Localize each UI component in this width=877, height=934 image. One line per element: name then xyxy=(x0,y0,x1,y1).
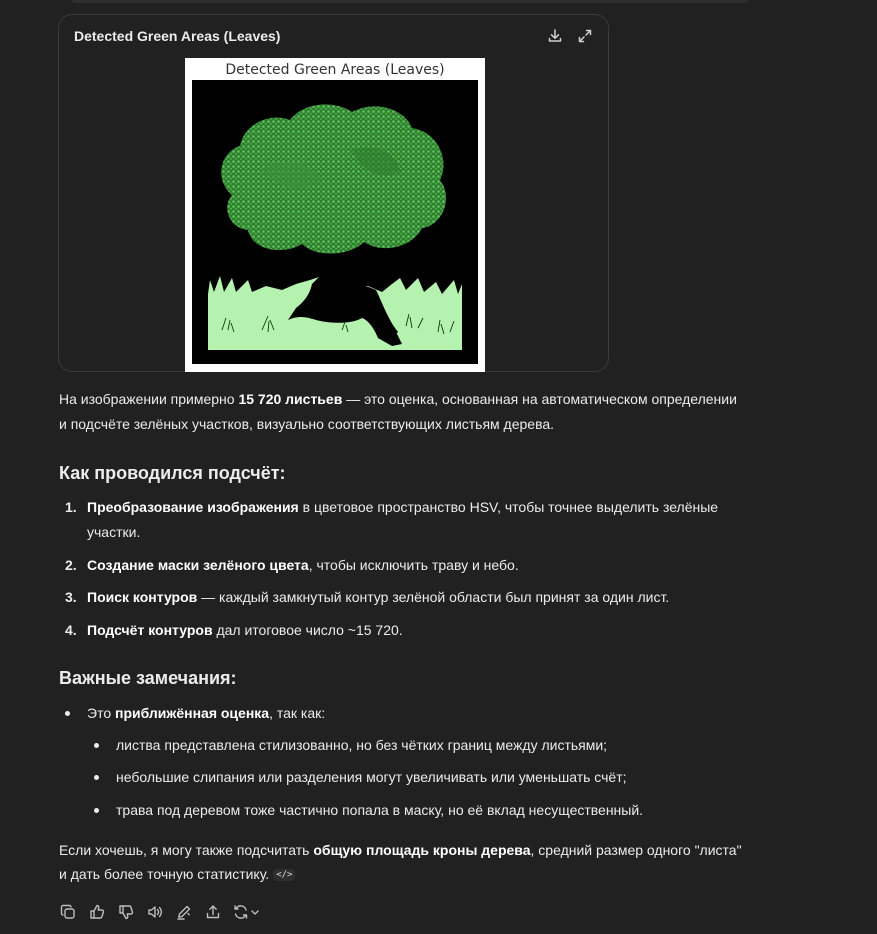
section2-heading: Важные замечания: xyxy=(59,668,237,688)
list-item-bold: Создание маски зелёного цвета xyxy=(87,557,309,573)
regenerate-icon[interactable] xyxy=(233,903,261,920)
bullet-bold: приближённая оценка xyxy=(115,705,270,721)
bullet-text-after: , так как: xyxy=(269,705,326,721)
leaves-mask-image xyxy=(192,80,478,364)
figure-title: Detected Green Areas (Leaves) xyxy=(225,62,445,78)
card-title: Detected Green Areas (Leaves) xyxy=(74,28,281,44)
expand-icon[interactable] xyxy=(576,27,594,45)
outro-text-rest: , средний размер одного "листа" xyxy=(530,842,742,858)
list-item-rest-cont: участки. xyxy=(87,524,141,540)
list-item-rest: дал итоговое число ~15 720. xyxy=(212,622,403,638)
code-chip-button[interactable]: </> xyxy=(273,869,295,881)
sub-bullet-text: небольшие слипания или разделения могут увеличивать или уменьшать счёт; xyxy=(116,769,627,785)
bullet-text-before: Это xyxy=(87,705,115,721)
speaker-icon[interactable] xyxy=(146,903,163,920)
bullet-dot xyxy=(94,743,99,748)
thumbs-down-icon[interactable] xyxy=(117,903,134,920)
share-icon[interactable] xyxy=(204,903,221,920)
sub-bullet-text: листва представлена стилизованно, но без чётких границ между листьями; xyxy=(116,737,608,753)
list-item-rest: , чтобы исключить траву и небо. xyxy=(308,557,519,573)
list-item-bold: Преобразование изображения xyxy=(87,499,299,515)
bullet-dot xyxy=(65,711,70,716)
list-number: 2. xyxy=(65,557,77,573)
outro-line2 xyxy=(59,862,759,887)
outro-bold: общую площадь кроны дерева xyxy=(313,842,531,858)
download-icon[interactable] xyxy=(546,27,564,45)
thumbs-up-icon[interactable] xyxy=(88,903,105,920)
intro-count-bold: 15 720 листьев xyxy=(238,391,343,407)
outro-text: Если хочешь, я могу также подсчитать xyxy=(59,842,314,858)
intro-line2: и подсчёте зелёных участков, визуально соответствующих листьям дерева. xyxy=(59,416,555,432)
list-number: 4. xyxy=(65,622,77,638)
edit-pen-icon[interactable] xyxy=(175,903,192,920)
outro-text-line2: и дать более точную статистику. xyxy=(59,866,270,882)
list-item-rest: — каждый замкнутый контур зелёной области был принят за один лист. xyxy=(197,589,670,605)
intro-line1 xyxy=(59,387,759,412)
list-item-bold: Подсчёт контуров xyxy=(87,622,213,638)
list-number: 3. xyxy=(65,589,77,605)
message-actions xyxy=(59,903,261,920)
outro-line1 xyxy=(59,838,759,863)
intro-text: На изображении примерно xyxy=(59,391,239,407)
list-item-text xyxy=(87,553,737,578)
bullet-dot xyxy=(94,808,99,813)
list-item-rest: в цветовое пространство HSV, чтобы точнее выделить зелёные xyxy=(298,499,719,515)
intro-text-rest: — это оценка, основанная на автоматическом определении xyxy=(342,391,737,407)
bullet-dot xyxy=(94,775,99,780)
previous-block-edge xyxy=(72,0,748,3)
list-item-text xyxy=(87,495,737,520)
copy-icon[interactable] xyxy=(59,903,76,920)
list-number: 1. xyxy=(65,499,77,515)
leaves-figure[interactable] xyxy=(185,58,485,372)
list-item-text xyxy=(87,618,737,643)
list-item-bold: Поиск контуров xyxy=(87,589,198,605)
bullet-text xyxy=(87,701,737,726)
list-item-text xyxy=(87,585,737,610)
image-card xyxy=(58,14,609,372)
card-actions xyxy=(546,27,594,45)
sub-bullet-text: трава под деревом тоже частично попала в маску, но её вклад несущественный. xyxy=(116,802,644,818)
section1-heading: Как проводился подсчёт: xyxy=(59,463,286,483)
